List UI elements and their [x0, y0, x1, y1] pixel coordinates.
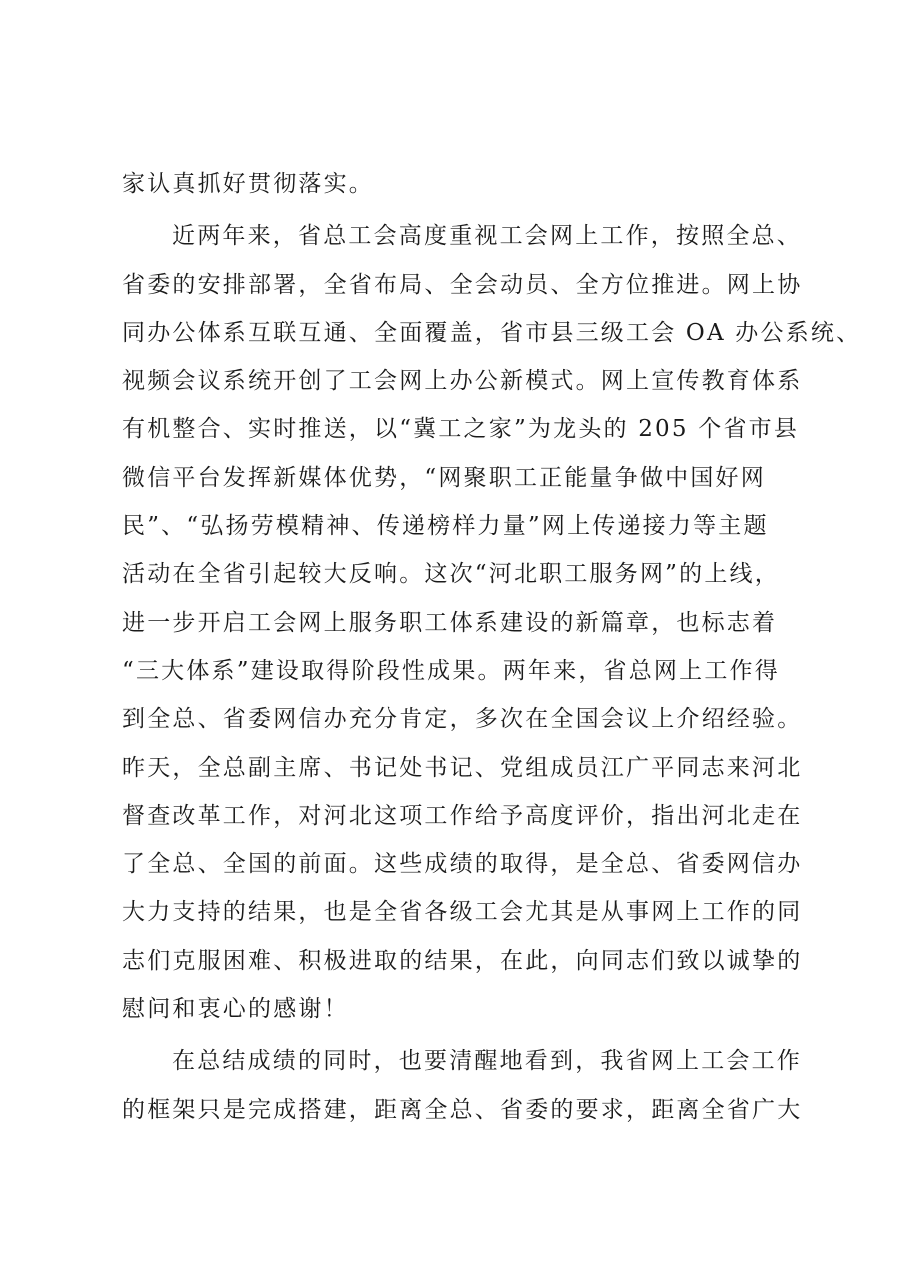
body-text — [122, 160, 862, 1134]
text-line: 的框架只是完成搭建，距离全总、省委的要求，距离全省广大 — [122, 1096, 803, 1123]
paragraph-start-line: 在总结成绩的同时，也要清醒地看到，我省网上工会工作 — [172, 1048, 802, 1075]
text-line: 省委的安排部署，全省布局、全会动员、全方位推进。网上协 — [122, 271, 803, 298]
text-line: 同办公体系互联互通、全面覆盖，省市县三级工会 OA 办公系统、 — [122, 319, 862, 346]
text-line: 活动在全省引起较大反响。这次“河北职工服务网”的上线， — [122, 561, 780, 588]
text-line: 民”、“弘扬劳模精神、传递榜样力量”网上传递接力等主题 — [122, 513, 769, 540]
text-line: 家认真抓好贯彻落实。 — [122, 171, 374, 197]
text-line: 昨天，全总副主席、书记处书记、党组成员江广平同志来河北 — [122, 754, 803, 781]
paragraph-start-line: 近两年来，省总工会高度重视工会网上工作，按照全总、 — [172, 223, 802, 250]
text-line: 有机整合、实时推送，以“冀工之家”为龙头的 205 个省市县 — [122, 416, 800, 443]
text-line: “三大体系”建设取得阶段性成果。两年来，省总网上工作得 — [122, 657, 780, 684]
text-line: 进一步开启工会网上服务职工体系建设的新篇章，也标志着 — [122, 609, 778, 636]
text-line: 视频会议系统开创了工会网上办公新模式。网上宣传教育体系 — [122, 368, 803, 395]
text-line: 慰问和衷心的感谢！ — [122, 996, 349, 1023]
text-line: 到全总、省委网信办充分肯定，多次在全国会议上介绍经验。 — [122, 706, 803, 733]
text-line: 大力支持的结果，也是全省各级工会尤其是从事网上工作的同 — [122, 899, 803, 926]
text-line: 督查改革工作，对河北这项工作给予高度评价，指出河北走在 — [122, 802, 803, 829]
text-line: 微信平台发挥新媒体优势，“网聚职工正能量争做中国好网 — [122, 464, 766, 491]
text-line: 志们克服困难、积极进取的结果，在此，向同志们致以诚挚的 — [122, 947, 803, 974]
text-line: 了全总、全国的前面。这些成绩的取得，是全总、省委网信办 — [122, 851, 803, 878]
